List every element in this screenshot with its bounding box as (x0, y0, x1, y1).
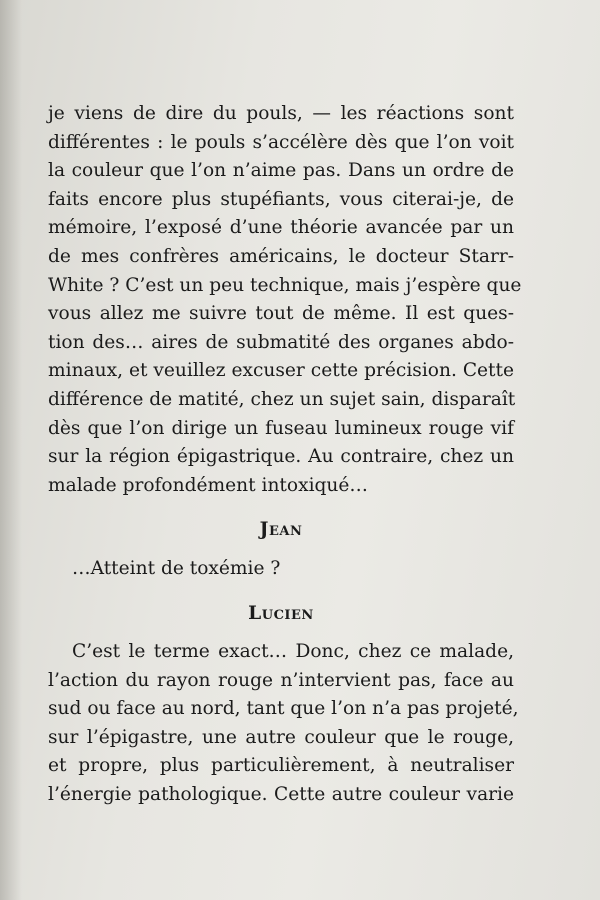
text-line: …Atteint de toxémie ? (72, 557, 281, 579)
speaker-name-jean: Jean (259, 519, 303, 541)
text-line: sur l’épigastre, une autre couleur que le rouge, (48, 726, 514, 748)
reply-jean (48, 555, 514, 584)
text-line: sud ou face au nord, tant que l’on n’a pas projeté, (48, 698, 519, 720)
text-line: vous allez me suivre tout de même. Il est ques- (48, 303, 514, 325)
speaker-name-lucien: Lucien (248, 602, 314, 624)
text-line: malade profondément intoxiqué… (48, 474, 368, 496)
text-line: différence de matité, chez un sujet sain, disparaît (48, 388, 516, 410)
text-line: l’action du rayon rouge n’intervient pas, face au (48, 669, 514, 691)
text-line: mémoire, l’exposé d’une théorie avancée par un (48, 217, 514, 239)
text-line: tion des… aires de submatité des organes abdo- (48, 331, 514, 353)
text-line: sur la région épigastrique. Au contraire, chez un (48, 446, 514, 468)
page-gutter-shadow (0, 0, 22, 900)
text-line: et propre, plus particulièrement, à neutraliser (48, 755, 514, 777)
paragraph-1 (48, 100, 522, 500)
text-line: White ? C’est un peu technique, mais j’espère que (48, 274, 522, 296)
text-line: différentes : le pouls s’accélère dès que l’on voit (48, 131, 514, 153)
text-line: faits encore plus stupéfiants, vous citerai-je, de (48, 188, 514, 210)
text-line: l’énergie pathologique. Cette autre couleur varie (48, 784, 514, 806)
text-line: je viens de dire du pouls, — les réactions sont (48, 103, 514, 124)
text-line: C’est le terme exact… Donc, chez ce malade, (72, 641, 514, 663)
paragraph-2 (48, 638, 519, 810)
text-line: minaux, et veuillez excuser cette précision. Cette (48, 360, 514, 382)
page-text (48, 100, 522, 810)
text-line: dès que l’on dirige un fuseau lumineux rouge vif (48, 417, 514, 439)
text-line: la couleur que l’on n’aime pas. Dans un ordre de (48, 160, 514, 182)
text-line: de mes confrères américains, le docteur Starr- (48, 245, 514, 267)
